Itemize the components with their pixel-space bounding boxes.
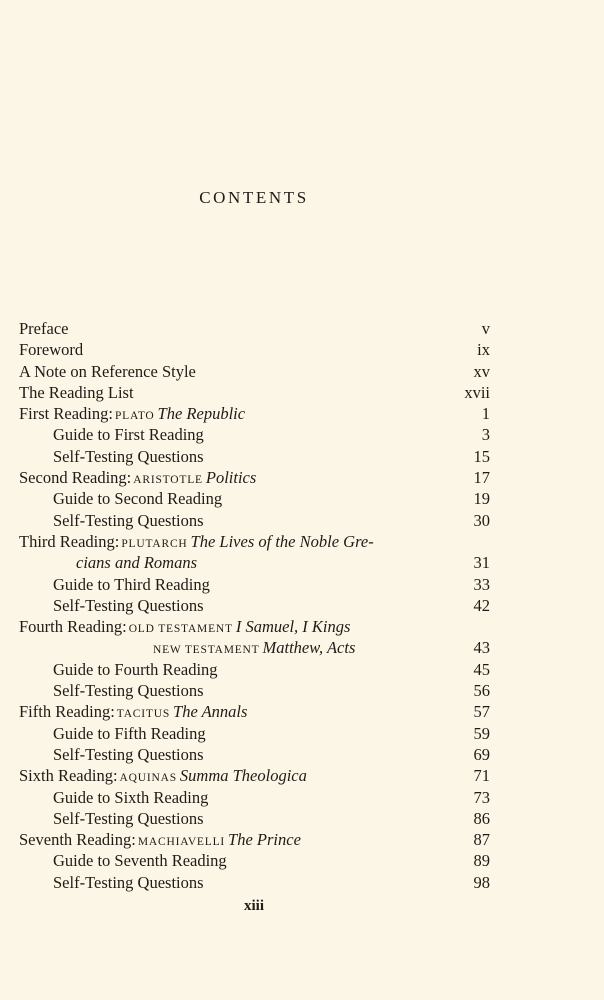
- toc-entry-title: Guide to Sixth Reading: [53, 787, 209, 807]
- toc-entry-title: Seventh Reading:: [19, 830, 136, 850]
- toc-entry-page: ix: [477, 340, 490, 360]
- toc-entry-page: 56: [473, 681, 490, 701]
- toc-entry-author-2: NEW TESTAMENT: [153, 644, 260, 657]
- toc-entry-fourth-reading: [19, 616, 490, 637]
- toc-entry-title: Self-Testing Questions: [53, 681, 204, 701]
- toc-entry-fourth-reading-cont: [19, 637, 490, 658]
- toc-entry-page: xvii: [464, 382, 490, 402]
- toc-entry-fifth-reading: [19, 701, 490, 722]
- toc-entry-page: 43: [473, 638, 490, 658]
- toc-subentry-guide: [19, 659, 490, 680]
- toc-entry-sixth-reading: [19, 765, 490, 786]
- toc-entry-title: Guide to First Reading: [53, 425, 204, 445]
- page-title: CONTENTS: [199, 188, 309, 207]
- toc-entry-author: ARISTOTLE: [133, 474, 203, 487]
- toc-entry-title: Fourth Reading:: [19, 617, 127, 637]
- toc-entry-author: MACHIAVELLI: [137, 836, 226, 849]
- toc-entry-author: PLATO: [114, 410, 155, 423]
- toc-entry-author: PLUTARCH: [121, 537, 188, 550]
- toc-entry-third-reading-cont: [19, 552, 490, 573]
- toc-entry-work: Summa Theologica: [179, 766, 307, 786]
- toc-entry-page: 59: [473, 723, 490, 743]
- toc-entry-page: 98: [473, 872, 490, 892]
- toc-subentry-guide: [19, 424, 490, 445]
- toc-subentry-guide: [19, 723, 490, 744]
- toc-subentry-guide: [19, 850, 490, 871]
- toc-entry-page: 89: [473, 851, 490, 871]
- toc-entry-title: Second Reading:: [19, 468, 132, 488]
- toc-entry-title: Sixth Reading:: [19, 766, 118, 786]
- toc-entry-author: TACITUS: [116, 708, 171, 721]
- toc-subentry-guide: [19, 787, 490, 808]
- toc-entry-work: The Prince: [228, 830, 301, 850]
- toc-entry-page: 33: [473, 574, 490, 594]
- page-number: xiii: [243, 898, 264, 914]
- toc-entry-title: Guide to Fourth Reading: [53, 659, 218, 679]
- toc-entry-title: Fifth Reading:: [19, 702, 115, 722]
- toc-entry-first-reading: [19, 403, 490, 424]
- toc-entry-page: 57: [473, 702, 490, 722]
- toc-subentry-questions: [19, 872, 490, 893]
- toc-entry-page: 73: [473, 787, 490, 807]
- toc-entry-title: Self-Testing Questions: [53, 744, 204, 764]
- toc-entry-page: 86: [473, 808, 490, 828]
- toc-entry-page: 1: [481, 404, 490, 424]
- toc-entry-title: Guide to Third Reading: [53, 574, 210, 594]
- toc-entry-author: OLD TESTAMENT: [128, 623, 233, 636]
- toc-entry-foreword: [19, 339, 490, 360]
- toc-subentry-questions: [19, 680, 490, 701]
- toc-entry-third-reading: [19, 531, 490, 552]
- toc-entry-title: Self-Testing Questions: [53, 808, 204, 828]
- toc-entry-title: The Reading List: [19, 382, 134, 402]
- toc-entry-title: Self-Testing Questions: [53, 510, 204, 530]
- toc-entry-title: Guide to Seventh Reading: [53, 851, 227, 871]
- toc-entry-page: 17: [473, 468, 490, 488]
- toc-entry-seventh-reading: [19, 829, 490, 850]
- toc-entry-work-continued: cians and Romans: [76, 553, 197, 573]
- toc-entry-page: 71: [473, 766, 490, 786]
- toc-entry-reference-note: [19, 361, 490, 382]
- toc-subentry-guide: [19, 574, 490, 595]
- toc-entry-title: Preface: [19, 319, 69, 338]
- toc-entry-work: I Samuel, I Kings: [235, 617, 351, 637]
- toc-entry-title: Self-Testing Questions: [53, 446, 204, 466]
- toc-entry-title: Self-Testing Questions: [53, 595, 204, 615]
- toc-entry-second-reading: [19, 467, 490, 488]
- toc-entry-work: The Lives of the Noble Gre-: [190, 531, 374, 551]
- toc-entry-title: Guide to Fifth Reading: [53, 723, 206, 743]
- toc-entry-page: 42: [473, 595, 490, 615]
- toc-entry-title: Foreword: [19, 340, 84, 360]
- toc-entry-title: Third Reading:: [19, 531, 120, 551]
- toc-subentry-questions: [19, 595, 490, 616]
- toc-entry-work: The Republic: [157, 404, 246, 424]
- toc-entry-reading-list: [19, 382, 490, 403]
- toc-subentry-questions: [19, 446, 490, 467]
- toc-subentry-questions: [19, 510, 490, 531]
- toc-entry-page: 15: [473, 446, 490, 466]
- toc-entry-page: 87: [473, 830, 490, 850]
- toc-entry-work-2: Matthew, Acts: [262, 638, 356, 658]
- toc-entry-page: 19: [473, 489, 490, 509]
- toc-entry-page: xv: [473, 361, 490, 381]
- toc-entry-page: 69: [473, 744, 490, 764]
- toc-entry-preface: [19, 318, 490, 339]
- toc-entry-work: Politics: [205, 468, 257, 488]
- toc-entry-page: v: [481, 319, 490, 338]
- table-of-contents: [19, 318, 490, 893]
- toc-entry-work: The Annals: [173, 702, 248, 722]
- toc-entry-page: 3: [481, 425, 490, 445]
- toc-entry-title: Self-Testing Questions: [53, 872, 204, 892]
- toc-entry-page: 45: [473, 659, 490, 679]
- toc-entry-page: 30: [473, 510, 490, 530]
- toc-subentry-questions: [19, 744, 490, 765]
- toc-entry-title: First Reading:: [19, 404, 113, 424]
- toc-subentry-questions: [19, 808, 490, 829]
- toc-entry-title: Guide to Second Reading: [53, 489, 223, 509]
- toc-entry-page: 31: [473, 553, 490, 573]
- toc-entry-author: AQUINAS: [119, 772, 177, 785]
- toc-subentry-guide: [19, 488, 490, 509]
- toc-entry-title: A Note on Reference Style: [19, 361, 196, 381]
